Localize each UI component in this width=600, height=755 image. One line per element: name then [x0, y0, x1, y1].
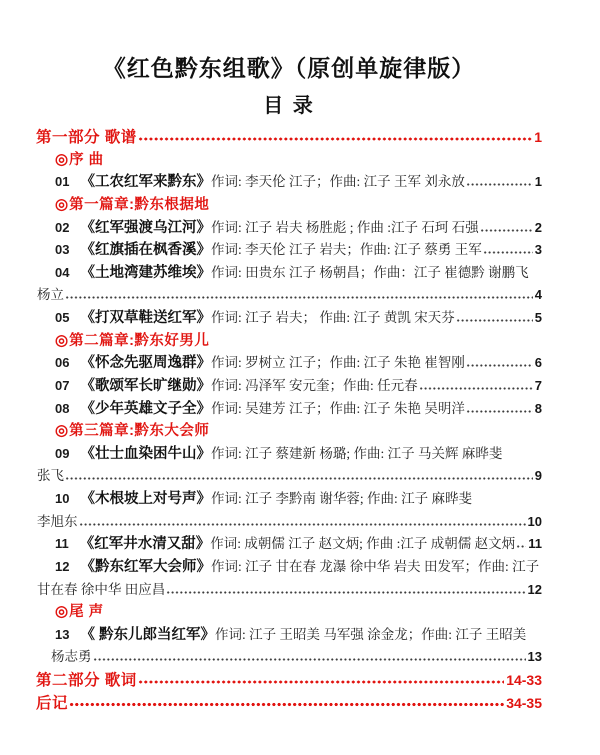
toc-entry-continuation-row: [37, 284, 542, 307]
credits-text: 作词: 江子 王昭美 马军强 涂金龙；作曲: 江子 王昭美: [215, 626, 527, 642]
credits-text: 作词: 江子 李黔南 谢华蓉; 作曲: 江子 麻晔斐: [210, 491, 472, 506]
entry-number: 01: [55, 174, 70, 190]
toc-entry-row: [55, 624, 542, 647]
song-title: 《少年英雄文子全》: [80, 400, 211, 417]
dot-leader: [65, 477, 533, 480]
section-label: 序 曲: [69, 151, 104, 168]
credits-text: 作词: 李天伦 江子；作曲: 江子 王军 刘永放: [210, 174, 465, 190]
toc-entry-row: [55, 171, 542, 194]
toc-part-row: [36, 669, 542, 692]
circle-bullet-icon: ◎: [55, 331, 69, 349]
dot-leader: [480, 229, 533, 232]
toc: [36, 126, 542, 714]
credits-text: 作词: 罗树立 江子；作曲: 江子 朱艳 崔智刚: [210, 355, 465, 371]
credits-continuation-text: 杨立: [37, 287, 64, 303]
toc-entry-row: [55, 443, 542, 466]
entry-number: 09: [55, 445, 70, 461]
credits-text: 作词: 田贵东 江子 杨朝昌；作曲：江子 崔德黔 谢鹏飞: [210, 264, 529, 280]
entry-number: 10: [55, 491, 70, 506]
section-label: 第一篇章:黔东根据地: [69, 196, 210, 213]
toc-entry-row: [55, 533, 542, 556]
dot-leader: [419, 387, 533, 390]
page-number: 6: [534, 355, 542, 371]
song-title: 《壮士血染困牛山》: [80, 445, 211, 462]
toc-entry-continuation-row: [37, 465, 542, 488]
toc-entry-row: [55, 398, 542, 421]
song-title: 《红军井水清又甜》: [79, 536, 211, 553]
song-title: 《工农红军来黔东》: [80, 174, 211, 191]
credits-text: 作词: 江子 岩夫 杨胜彪 ; 作曲 :江子 石珂 石强: [210, 219, 479, 235]
song-title: 《土地湾建苏维埃》: [80, 264, 211, 281]
credits-text: 作词: 成朝儒 江子 赵文炳; 作曲 :江子 成朝儒 赵文炳: [210, 536, 516, 552]
song-title: 《红军强渡乌江河》: [80, 219, 211, 236]
dot-leader: [483, 251, 533, 254]
part-label: 后记: [36, 694, 69, 712]
toc-section-row: [55, 330, 542, 353]
entry-number: 11: [55, 536, 69, 552]
entry-number: 12: [55, 558, 70, 574]
entry-number: 08: [55, 400, 70, 416]
toc-entry-continuation-row: [37, 511, 542, 534]
song-title: 《怀念先驱周逸群》: [80, 355, 211, 372]
page-number: 11: [528, 536, 542, 552]
page-number: 12: [527, 581, 542, 597]
dot-leader: [516, 545, 526, 548]
page-number: 10: [527, 513, 542, 529]
entry-number: 04: [55, 264, 70, 280]
section-label: 第二篇章:黔东好男儿: [69, 332, 210, 349]
toc-entry-row: [55, 239, 542, 262]
credits-continuation-text: 甘在春 徐中华 田应昌: [37, 581, 166, 597]
toc-entry-row: [55, 375, 542, 398]
song-title: 《 黔东儿郎当红军》: [80, 626, 215, 643]
dot-leader: [466, 410, 533, 413]
page-number: 9: [534, 468, 542, 484]
page-number: 2: [534, 219, 542, 235]
document-title: 《红色黔东组歌》（原创单旋律版）: [102, 55, 476, 81]
dot-leader: [456, 319, 533, 322]
page-number: 1: [534, 174, 542, 190]
toc-entry-continuation-row: [51, 646, 542, 669]
page-number: 4: [534, 287, 542, 303]
page-number: 5: [534, 310, 542, 325]
toc-entry-row: [55, 556, 542, 579]
page-number: 14-33: [506, 672, 542, 688]
page-number: 1: [534, 129, 542, 145]
dot-leader: [69, 702, 504, 707]
song-title: 《红旗插在枫香溪》: [80, 242, 211, 259]
dot-leader: [79, 523, 526, 526]
toc-part-row: [36, 126, 542, 149]
part-label: 第二部分 歌词: [36, 672, 137, 689]
credits-continuation-text: 李旭东: [37, 513, 78, 529]
toc-entry-row: [55, 262, 542, 285]
toc-section-row: [55, 149, 542, 172]
credits-text: 作词: 江子 岩夫； 作曲: 江子 黄凯 宋天芬: [210, 310, 455, 325]
credits-continuation-text: 杨志勇: [51, 649, 92, 665]
credits-text: 作词: 吴建芳 江子；作曲: 江子 朱艳 吴明洋: [210, 400, 465, 416]
circle-bullet-icon: ◎: [55, 150, 69, 168]
credits-text: 作词: 李天伦 江子 岩夫；作曲: 江子 蔡勇 王军: [210, 242, 482, 258]
dot-leader: [138, 680, 504, 685]
entry-number: 02: [55, 219, 70, 235]
toc-entry-continuation-row: [37, 579, 542, 602]
dot-leader: [93, 658, 526, 661]
page-number: 7: [534, 377, 542, 393]
section-label: 第三篇章:黔东大会师: [69, 423, 210, 440]
credits-text: 作词: 冯泽军 安元奎；作曲: 任元春: [210, 377, 418, 393]
song-title: 《黔东红军大会师》: [80, 558, 211, 575]
page-number: 13: [527, 649, 542, 665]
page-number: 3: [534, 242, 542, 258]
song-title: 《木根坡上对号声》: [80, 491, 211, 507]
circle-bullet-icon: ◎: [55, 603, 69, 621]
entry-number: 05: [55, 310, 70, 325]
toc-entry-row: [55, 217, 542, 240]
toc-entry-row: [55, 352, 542, 375]
page-number: 34-35: [506, 694, 542, 711]
section-label: 尾 声: [69, 604, 104, 621]
toc-section-row: [55, 601, 542, 624]
credits-continuation-text: 张飞: [37, 468, 64, 484]
circle-bullet-icon: ◎: [55, 422, 69, 440]
part-label: 第一部分 歌谱: [36, 129, 137, 146]
credits-text: 作词: 江子 蔡建新 杨璐; 作曲: 江子 马关辉 麻晔斐: [210, 445, 503, 461]
credits-text: 作词: 江子 甘在春 龙瀑 徐中华 岩夫 田发军；作曲: 江子: [210, 558, 540, 574]
toc-section-row: [55, 420, 542, 443]
entry-number: 03: [55, 242, 70, 258]
dot-leader: [466, 364, 533, 367]
toc-section-row: [55, 194, 542, 217]
dot-leader: [138, 137, 532, 142]
entry-number: 13: [55, 626, 70, 642]
entry-number: 07: [55, 377, 70, 393]
dot-leader: [65, 296, 533, 299]
dot-leader: [166, 591, 525, 594]
page-number: 8: [534, 400, 542, 416]
toc-part-row: [36, 692, 542, 715]
song-title: 《歌颂军长旷继勋》: [80, 377, 211, 394]
dot-leader: [466, 183, 533, 186]
toc-entry-row: [55, 488, 542, 511]
entry-number: 06: [55, 355, 70, 371]
toc-entry-row: [55, 307, 542, 330]
circle-bullet-icon: ◎: [55, 195, 69, 213]
song-title: 《打双草鞋送红军》: [80, 310, 211, 326]
toc-heading: 目 录: [263, 95, 315, 117]
